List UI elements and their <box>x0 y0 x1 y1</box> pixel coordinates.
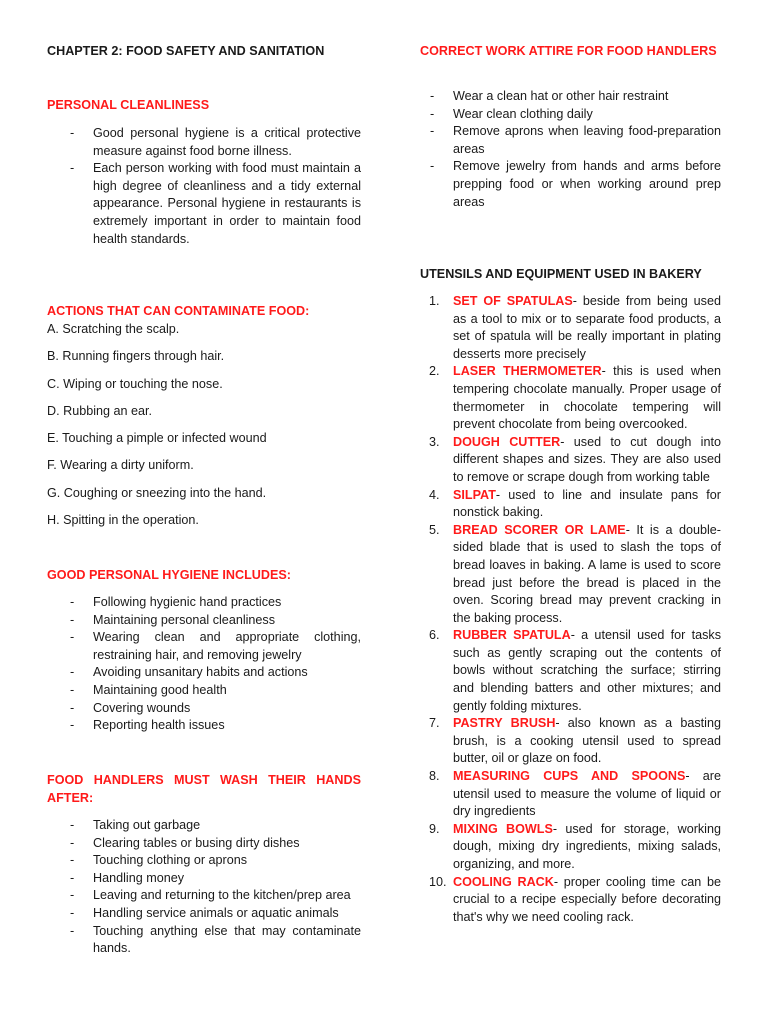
list-item: B. Running fingers through hair. <box>47 349 225 364</box>
item-text: - this is used when tempering chocolate manually. Proper usage of thermometer in chocolate tempering will prevent chocolate from being overcooked. <box>453 364 721 432</box>
item-term: PASTRY BRUSH <box>453 716 556 731</box>
item-number: 6. <box>429 628 440 643</box>
item-number: 5. <box>429 522 440 537</box>
list-item: - Following hygienic hand practices <box>47 594 361 612</box>
item-number: 4. <box>429 487 440 502</box>
list-item: - Wear a clean hat or other hair restraint <box>420 88 721 106</box>
list-item: A. Scratching the scalp. <box>47 322 180 336</box>
item-term: SILPAT <box>453 487 496 502</box>
list-item <box>420 821 721 874</box>
item-text: - used to line and insulate pans for nonstick baking. <box>453 487 721 520</box>
list-item: - Each person working with food must maintain a high degree of cleanliness and a tidy external appearance. Personal hygiene in restaurants is extremely important in order to maintain food health standards. <box>47 160 361 248</box>
good-hygiene-list <box>47 594 361 735</box>
list-item <box>420 522 721 628</box>
wash-hands-list <box>47 817 361 958</box>
list-item: C. Wiping or touching the nose. <box>47 376 223 391</box>
utensils-list <box>420 293 721 926</box>
list-item: - Reporting health issues <box>47 717 361 735</box>
list-item: H. Spitting in the operation. <box>47 512 199 527</box>
item-text: - proper cooling time can be crucial to a recipe especially before decorating that's why we need cooling rack. <box>453 874 721 924</box>
item-number: 8. <box>429 769 440 784</box>
list-item <box>420 874 721 927</box>
chapter-title: CHAPTER 2: FOOD SAFETY AND SANITATION <box>47 44 325 58</box>
list-item: - Avoiding unsanitary habits and actions <box>47 664 361 682</box>
item-text: - used to cut dough into different shapes and sizes. They are also used to remove or scrape dough from working table <box>453 434 721 484</box>
list-item: E. Touching a pimple or infected wound <box>47 431 267 446</box>
actions-list <box>47 321 361 539</box>
list-item: F. Wearing a dirty uniform. <box>47 458 194 473</box>
wash-hands-heading: FOOD HANDLERS MUST WASH THEIR HANDS AFTER: <box>47 773 361 805</box>
list-item: - Touching clothing or aprons <box>47 852 361 870</box>
item-number: 2. <box>429 364 440 379</box>
item-number: 9. <box>429 821 440 836</box>
list-item <box>420 434 721 487</box>
list-item: - Maintaining good health <box>47 682 361 700</box>
personal-cleanliness-list <box>47 125 361 248</box>
list-item: - Leaving and returning to the kitchen/prep area <box>47 887 361 905</box>
list-item: - Wearing clean and appropriate clothing, restraining hair, and removing jewelry <box>47 629 361 664</box>
utensils-heading: UTENSILS AND EQUIPMENT USED IN BAKERY <box>420 267 702 281</box>
list-item: - Covering wounds <box>47 700 361 718</box>
list-item <box>420 768 721 821</box>
list-item: - Taking out garbage <box>47 817 361 835</box>
list-item: - Clearing tables or busing dirty dishes <box>47 835 361 853</box>
item-term: MEASURING CUPS AND SPOONS <box>453 769 686 784</box>
list-item: - Wear clean clothing daily <box>420 106 721 124</box>
item-number: 7. <box>429 716 440 731</box>
item-term: COOLING RACK <box>453 874 554 889</box>
item-term: BREAD SCORER OR LAME <box>453 522 626 537</box>
list-item: - Remove jewelry from hands and arms before prepping food or when working around prep areas <box>420 158 721 211</box>
list-item <box>420 293 721 363</box>
item-text: - a utensil used for tasks such as gently scraping out the contents of bowls without scratching the surface; stirring and blending batters and other mixtures; and gently folding mixtures. <box>453 628 721 713</box>
list-item: - Touching anything else that may contaminate hands. <box>47 923 361 958</box>
list-item <box>420 487 721 522</box>
item-text: - used for storage, working dough, mixing dry ingredients, mixing salads, organizing, and more. <box>453 821 721 871</box>
item-text: - beside from being used as a tool to mix or to separate food products, a set of spatula will be really important in plating desserts more precisely <box>453 294 721 361</box>
list-item: - Remove aprons when leaving food-preparation areas <box>420 123 721 158</box>
item-number: 10. <box>429 874 447 889</box>
item-number: 3. <box>429 434 440 449</box>
attire-list <box>420 88 721 211</box>
list-item <box>420 363 721 433</box>
item-text: - are utensil used to measure the volume of liquid or dry ingredients <box>453 769 721 819</box>
item-term: RUBBER SPATULA <box>453 628 571 643</box>
list-item: D. Rubbing an ear. <box>47 403 153 418</box>
item-term: SET OF SPATULAS <box>453 294 573 308</box>
personal-cleanliness-heading: PERSONAL CLEANLINESS <box>47 98 210 112</box>
item-text: - also known as a basting brush, is a cooking utensil used to spread butter, oil or glaze on food. <box>453 716 721 766</box>
list-item <box>420 715 721 768</box>
list-item <box>420 627 721 715</box>
list-item: - Maintaining personal cleanliness <box>47 612 361 630</box>
item-term: MIXING BOWLS <box>453 821 553 836</box>
good-hygiene-heading: GOOD PERSONAL HYGIENE INCLUDES: <box>47 568 291 582</box>
actions-heading: ACTIONS THAT CAN CONTAMINATE FOOD: <box>47 304 310 318</box>
item-text: - It is a double-sided blade that is used to slash the tops of bread loaves in baking. A lame is used to score bread just before the bread is placed in the oven. Scoring bread may prevent cracking in the baking process. <box>453 522 721 625</box>
attire-heading: CORRECT WORK ATTIRE FOR FOOD HANDLERS <box>420 44 717 58</box>
item-number: 1. <box>429 294 440 308</box>
list-item: G. Coughing or sneezing into the hand. <box>47 485 267 500</box>
item-term: DOUGH CUTTER <box>453 434 561 449</box>
list-item: - Handling service animals or aquatic animals <box>47 905 361 923</box>
list-item: - Handling money <box>47 870 361 888</box>
item-term: LASER THERMOMETER <box>453 364 602 379</box>
list-item: - Good personal hygiene is a critical protective measure against food borne illness. <box>47 125 361 160</box>
